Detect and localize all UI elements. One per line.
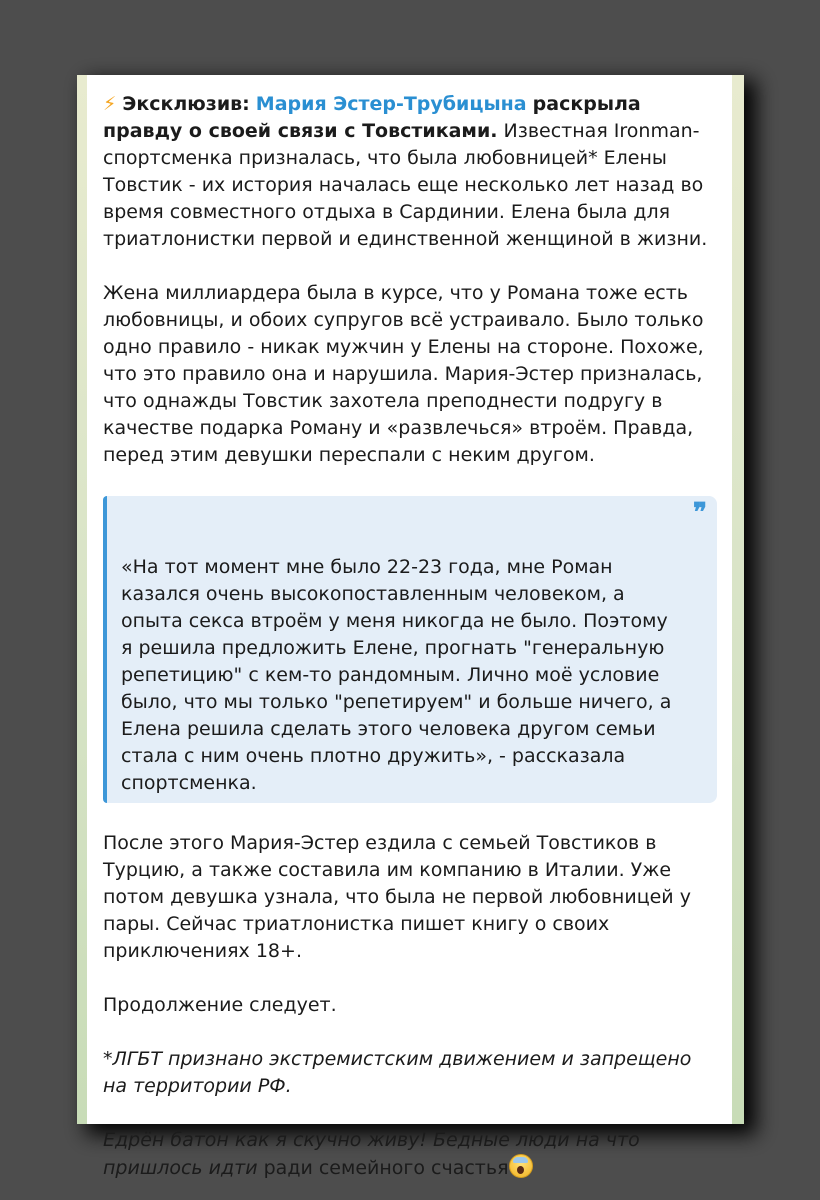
chat-background <box>77 75 744 1179</box>
paragraph-headline <box>103 91 717 253</box>
paragraph-3: После этого Мария-Эстер ездила с семьей Товстиков в Турцию, а также составила им компанию в Италии. Уже потом девушка узнала, что была не первой любовницей у пары. Сейчас триатлонистка пишет книгу о своих приключениях 18+. <box>103 832 691 962</box>
blockquote <box>103 496 717 803</box>
quote-text: «На тот момент мне было 22-23 года, мне Роман казался очень высокопоставленным человеком, а опыта секса втроём у меня никогда не было. Поэтому я решила предложить Елене, прогнать "генеральную репетицию" с кем-то рандомным. Лично моё условие было, что мы только "репетируем" и больше ничего, а Елена решила сделать этого человека другом семьи стала с ним очень плотно дружить», - рассказала спортсменка. <box>121 556 672 794</box>
exclusive-label: Эксклюзив: <box>122 93 250 115</box>
screaming-face-icon <box>509 1154 533 1178</box>
paragraph-1-body: Известная Ironman-спортсменка призналась, что была любовницей* Елены Товстик - их история началась еще несколько лет назад во время совместного отдыха в Сардинии. Елена была для триатлонистки первой и единственной женщиной в жизни. <box>103 120 708 250</box>
message-bubble <box>87 75 732 1179</box>
headline-text: раскрыла правду о своей связи с Товстиками. <box>103 93 641 142</box>
footnote: *ЛГБТ признано экстремистским движением и запрещено на территории РФ. <box>103 1048 692 1097</box>
comment-italic: Едрён батон как я скучно живу! Бедные люди на что пришлось идти <box>103 1129 640 1179</box>
paragraph-2: Жена миллиардера была в курсе, что у Романа тоже есть любовницы, и обоих супругов всё устраивало. Было только одно правило - никак мужчин у Елены на стороне. Похоже, что это правило она и нарушила. Мария-Эстер призналась, что однажды Товстик захотела преподнести подругу в качестве подарка Роману и «развлечься» втроём. Правда, перед этим девушки переспали с неким другом. <box>103 282 704 466</box>
paragraph-4: Продолжение следует. <box>103 994 337 1016</box>
comment-normal: ради семейного счастья <box>257 1157 509 1179</box>
paragraph-comment <box>103 1127 717 1182</box>
message-text <box>103 91 717 1182</box>
lightning-icon: ⚡ <box>103 93 117 115</box>
quote-icon: ❞ <box>693 498 707 528</box>
mention-link[interactable]: Мария Эстер-Трубицына <box>255 93 527 115</box>
